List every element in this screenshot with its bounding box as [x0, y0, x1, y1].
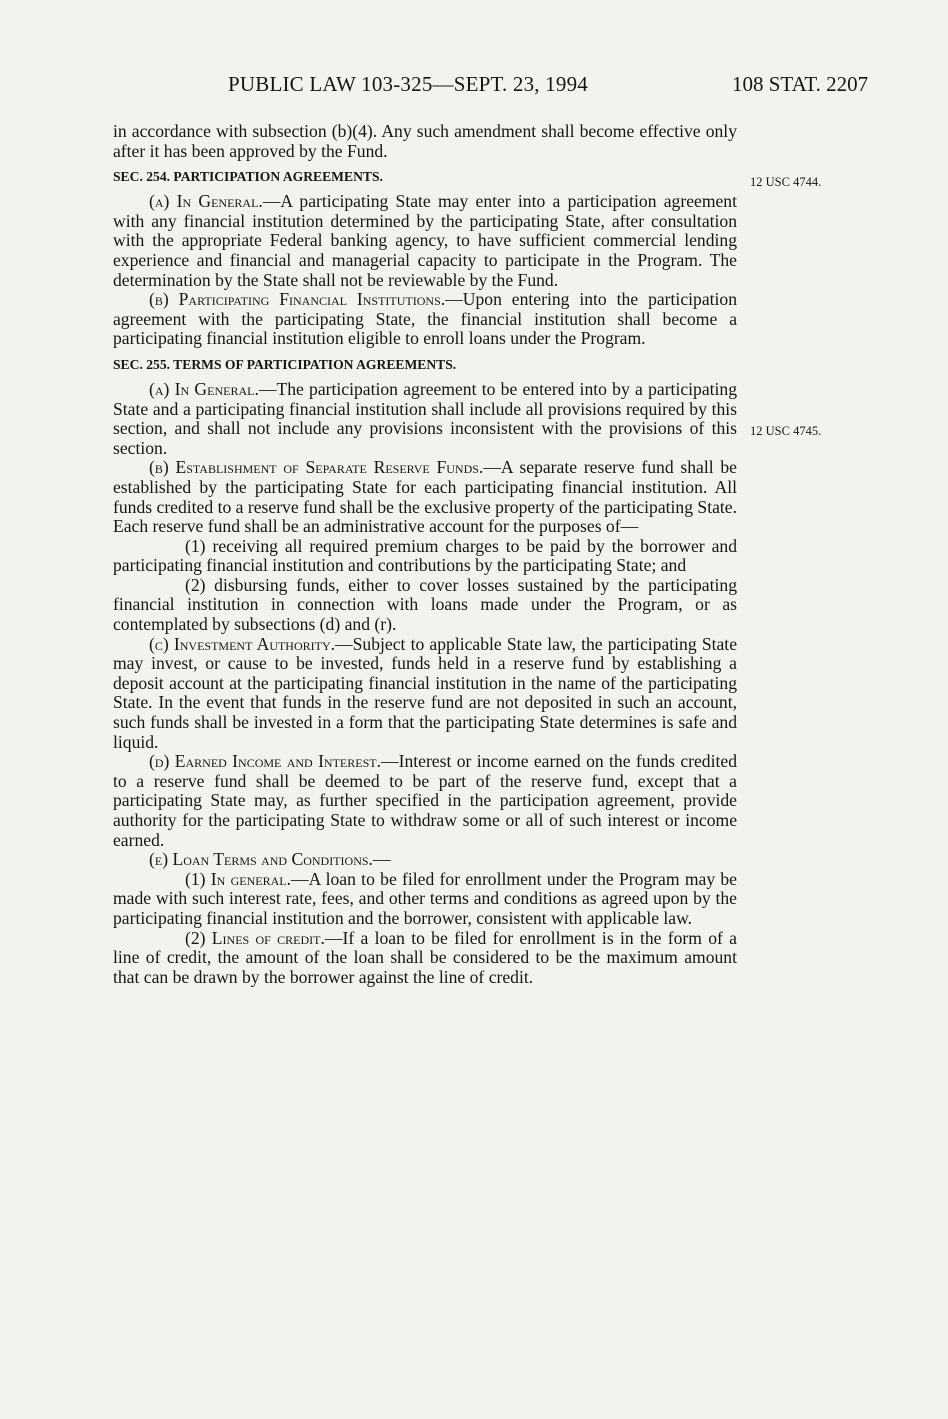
- section-255-e-text: —: [372, 849, 391, 870]
- section-255-a-text: —The participation agreement to be entered into by a participating State and a participating financial institution shall include all provisions required by this section, and shall not include any provisions inconsistent with the provisions of this section.: [113, 378, 738, 458]
- section-255-e-1-text: —A loan to be filed for enrollment under the Program may be made with such interest rate, fees, and other terms and conditions as agreed upon by the participating financial institution and the borrower, consistent with applicable law.: [113, 868, 737, 928]
- section-254-b: [113, 290, 737, 349]
- section-255-a-label: (a) In General.: [149, 378, 259, 399]
- section-255-b-label: (b) Establishment of Separate Reserve Funds.: [149, 457, 484, 478]
- section-255-b-text: —A separate reserve fund shall be established by the participating State for each participating financial institution. All funds credited to a reserve fund shall be the exclusive property of the participating State. Each reserve fund shall be an administrative account for the purposes of—: [113, 457, 737, 537]
- section-255-b-1: (1) receiving all required premium charges to be paid by the borrower and participating financial institution and contributions by the participating State; and: [113, 535, 737, 576]
- section-255-e: [113, 850, 737, 870]
- section-254-heading: SEC. 254. PARTICIPATION AGREEMENTS.: [113, 169, 383, 185]
- section-255-d-label: (d) Earned Income and Interest.: [149, 751, 381, 772]
- section-255-c-label: (c) Investment Authority.: [149, 633, 336, 654]
- section-254-a-label: (a) In General.: [149, 191, 263, 212]
- section-254-a-text: —A participating State may enter into a participation agreement with any financial institution determined by the participating State, after consultation with the appropriate Federal banking agency, to have sufficient commercial lending experience and financial and managerial capacity to participate in the Program. The determination by the State shall not be reviewable by the Fund.: [113, 191, 737, 290]
- paragraph-continuation: in accordance with subsection (b)(4). Any such amendment shall become effective only after it has been approved by the Fund.: [113, 121, 737, 161]
- section-255-c: [113, 635, 737, 753]
- section-254-b-label: (b) Participating Financial Institutions.: [149, 289, 446, 310]
- section-254-b-text: —Upon entering into the participation agreement with the participating State, the financial institution shall become a participating financial institution eligible to enroll loans under the Program.: [113, 289, 737, 349]
- section-255-d-text: —Interest or income earned on the funds credited to a reserve fund shall be deemed to be part of the reserve fund, except that a participating State may, as further specified in the participation agreement, provide authority for the participating State to withdraw some or all of such interest or income earned.: [113, 751, 737, 850]
- section-255-d: [113, 752, 737, 850]
- running-title: PUBLIC LAW 103-325—SEPT. 23, 1994: [228, 72, 588, 96]
- section-255-e-1-label: (1) In general.: [185, 868, 291, 889]
- section-255-e-2-text: —If a loan to be filed for enrollment is in the form of a line of credit, the amount of the loan shall be considered to be the maximum amount that can be drawn by the borrower against the line of credit.: [113, 927, 737, 987]
- document-body: [113, 122, 737, 987]
- margin-note-4744: 12 USC 4744.: [750, 175, 822, 189]
- section-254-a: [113, 192, 737, 290]
- section-255-heading: SEC. 255. TERMS OF PARTICIPATION AGREEMENTS.: [113, 356, 457, 372]
- section-255-e-2: [113, 929, 737, 988]
- section-255-c-text: —Subject to applicable State law, the participating State may invest, or cause to be invested, funds held in a reserve fund by establishing a deposit account at the participating financial institution in the name of the participating State. In the event that funds in the reserve fund are not deposited in such an account, such funds shall be invested in a form that the participating State determines is safe and liquid.: [113, 633, 737, 752]
- section-255-b: [113, 458, 737, 536]
- statute-page-number: 108 STAT. 2207: [732, 72, 869, 96]
- section-255-b-2: (2) disbursing funds, either to cover losses sustained by the participating financial institution in connection with loans made under the Program, or as contemplated by subsections (d) and (r).: [113, 574, 737, 635]
- margin-note-4745: 12 USC 4745.: [750, 424, 822, 438]
- section-255-e-2-label: (2) Lines of credit.: [185, 927, 325, 948]
- section-255-e-1: [113, 870, 737, 929]
- section-255-e-label: (e) Loan Terms and Conditions.: [149, 849, 373, 870]
- page-header: [0, 72, 948, 102]
- section-255-a: [113, 380, 737, 458]
